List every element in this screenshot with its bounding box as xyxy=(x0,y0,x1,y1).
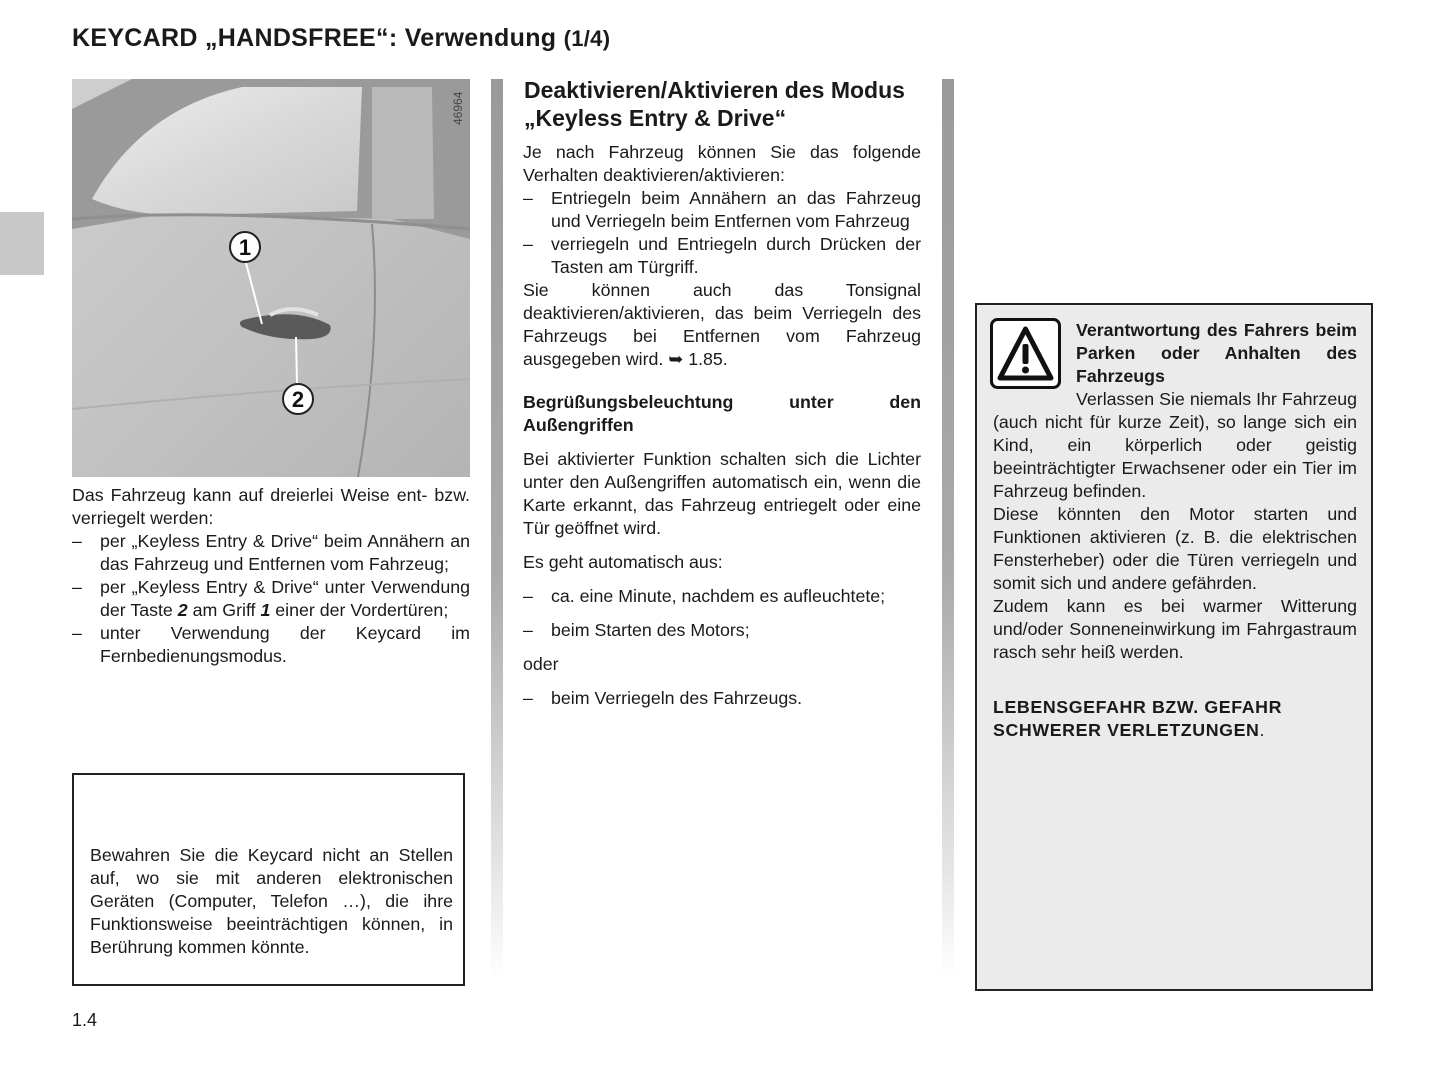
off-item-2: beim Starten des Motors; xyxy=(551,620,750,640)
grip-ref: 1 xyxy=(260,600,271,620)
list-item xyxy=(523,687,921,710)
auto-off-label: Es geht automatisch aus: xyxy=(523,552,723,572)
page-title-part: (1/4) xyxy=(563,26,611,51)
bullet-dash: – xyxy=(72,623,82,643)
note-text: Bewahren Sie die Keycard nicht an Stellen auf, wo sie mit anderen elektronischen Geräten (Computer, Telefon …), die ihre Funktionsweise beeinträchtigen können, in Berührung kommen könnte. xyxy=(90,844,453,957)
list-item xyxy=(72,530,470,576)
left-column xyxy=(72,484,470,668)
list-item xyxy=(523,619,921,642)
arrow-icon: ➥ xyxy=(668,349,684,369)
page-title xyxy=(72,24,610,53)
warning-paragraph-1: Verlassen Sie niemals Ihr Fahrzeug (auch nicht für kurze Zeit), so lange sich ein Kind, ein körperlich oder geistig beeinträchtigter Erwachsener oder ein Tier im Fahrzeug befinden. xyxy=(993,389,1357,501)
warning-paragraph-2: Diese könnten den Motor starten und Funktionen aktivieren (z. B. die elektrischen Fensterheber) oder die Türen verriegeln und somit sich und andere gefährden. xyxy=(993,504,1357,593)
warning-box xyxy=(975,303,1373,991)
page-title-main: KEYCARD „HANDSFREE“: Verwendung xyxy=(72,24,557,52)
left-intro: Das Fahrzeug kann auf dreierlei Weise ent- bzw. verriegelt werden: xyxy=(72,485,470,528)
middle-column xyxy=(523,141,921,710)
mid-item-2: verriegeln und Entriegeln durch Drücken der Tasten am Türgriff. xyxy=(551,234,921,277)
page-reference[interactable]: 1.85. xyxy=(688,349,728,369)
left-item-2: per „Keyless Entry & Drive“ unter Verwendung der Taste 2 am Griff 1 einer der Vordertüren; xyxy=(100,577,470,620)
list-item xyxy=(523,233,921,279)
lights-paragraph: Bei aktivierter Funktion schalten sich die Lichter unter den Außengriffen automatisch ein, wenn die Karte erkannt, das Fahrzeug entriegelt oder eine Tür geöffnet wird. xyxy=(523,449,921,538)
key-ref: 2 xyxy=(177,600,188,620)
left-item-3: unter Verwendung der Keycard im Fernbedienungsmodus. xyxy=(100,623,470,666)
bullet-dash: – xyxy=(523,188,533,208)
subheading: Begrüßungsbeleuchtung unter den Außengriffen xyxy=(523,392,921,435)
column-divider xyxy=(491,79,503,979)
warning-triangle-icon xyxy=(990,318,1061,389)
list-item xyxy=(72,622,470,668)
list-item xyxy=(72,576,470,622)
off-item-3: beim Verriegeln des Fahrzeugs. xyxy=(551,688,803,708)
danger-notice: LEBENSGEFAHR BZW. GEFAHR SCHWERER VERLETZUNGEN. xyxy=(993,697,1283,740)
warning-paragraph-3: Zudem kann es bei warmer Witterung und/oder Sonneneinwirkung im Fahrgastraum rasch sehr heiß werden. xyxy=(993,596,1357,662)
note-box xyxy=(72,773,465,986)
warning-body xyxy=(993,388,1357,664)
list-item xyxy=(523,585,921,608)
off-item-1: ca. eine Minute, nachdem es aufleuchtete; xyxy=(551,586,886,606)
figure-code: 46964 xyxy=(451,91,465,125)
column-divider xyxy=(942,79,954,979)
bullet-dash: – xyxy=(72,531,82,551)
warning-heading: Verantwortung des Fahrers beim Parken oder Anhalten des Fahrzeugs xyxy=(1076,320,1357,386)
mid-item-1: Entriegeln beim Annähern an das Fahrzeug und Verriegeln beim Entfernen vom Fahrzeug xyxy=(551,188,921,231)
tone-paragraph: Sie können auch das Tonsignal deaktivieren/aktivieren, das beim Verriegeln des Fahrzeugs bei Entfernen vom Fahrzeug ausgegeben wird. ➥ 1.85. xyxy=(523,280,921,369)
list-item xyxy=(523,187,921,233)
mid-intro: Je nach Fahrzeug können Sie das folgende Verhalten deaktivieren/aktivieren: xyxy=(523,142,921,185)
page-number: 1.4 xyxy=(72,1010,98,1030)
rear-window xyxy=(372,87,434,219)
section-heading: Deaktivieren/Aktivieren des Modus „Keyless Entry & Drive“ xyxy=(524,77,905,131)
bullet-dash: – xyxy=(523,586,533,606)
bullet-dash: – xyxy=(523,234,533,254)
chapter-tab xyxy=(0,212,44,275)
callout-1-label: 1 xyxy=(238,235,252,260)
left-item-1: per „Keyless Entry & Drive“ beim Annähern an das Fahrzeug und Entfernen vom Fahrzeug; xyxy=(100,531,470,574)
bullet-dash: – xyxy=(523,620,533,640)
bullet-dash: – xyxy=(72,577,82,597)
callout-2-label: 2 xyxy=(291,387,305,412)
door-handle-figure xyxy=(72,79,470,477)
or-word: oder xyxy=(523,654,559,674)
bullet-dash: – xyxy=(523,688,533,708)
